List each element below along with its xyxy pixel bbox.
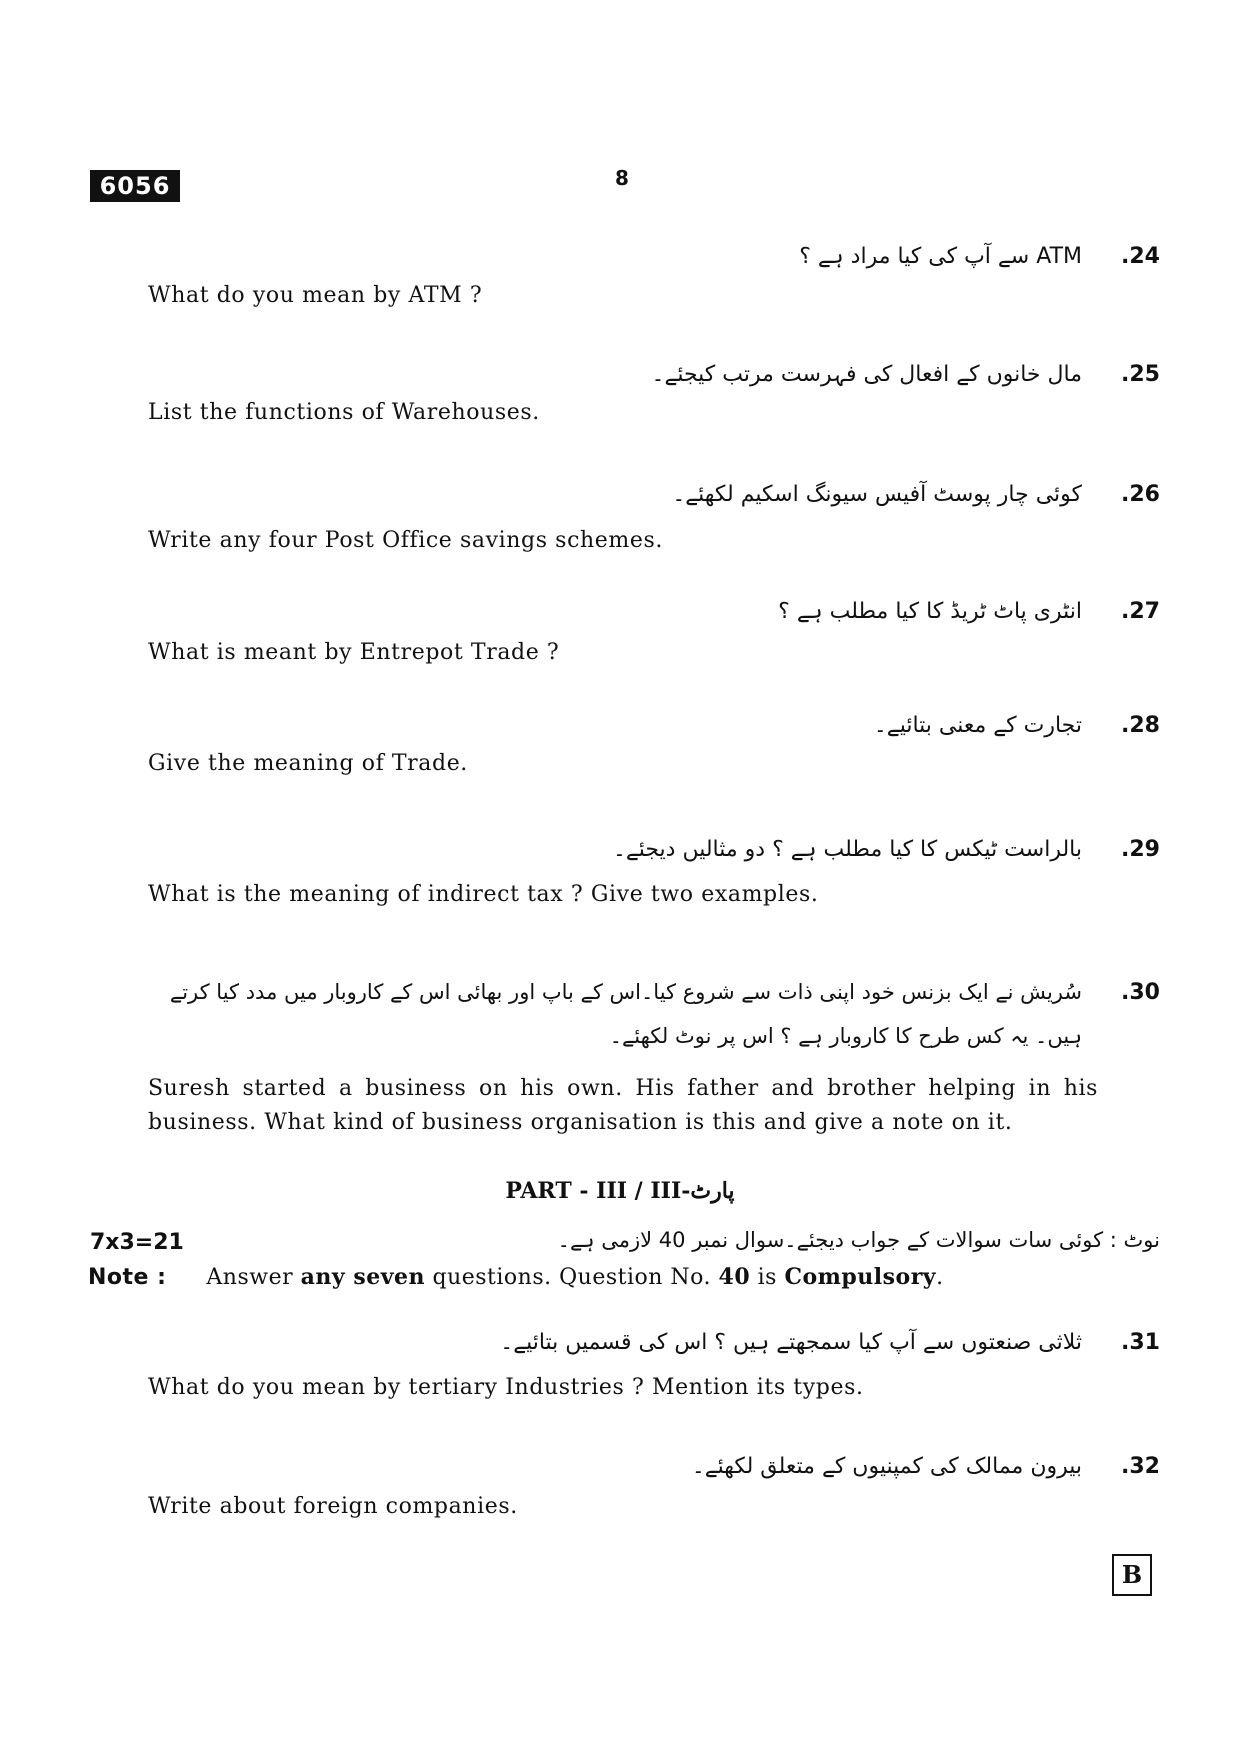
note-english	[88, 1264, 944, 1290]
question-text-urdu: ATM سے آپ کی کیا مراد ہے ؟	[799, 243, 1082, 269]
part-three-title: PART - III / III-پارٹ	[505, 1178, 735, 1204]
question-25-urdu-row	[652, 354, 1160, 394]
question-text-urdu: بالراست ٹیکس کا کیا مطلب ہے ؟ دو مثالیں دیجئے۔	[612, 836, 1082, 862]
note-emphasis: any seven	[300, 1264, 425, 1290]
question-text-urdu: انٹری پاٹ ٹریڈ کا کیا مطلب ہے ؟	[778, 598, 1082, 624]
note-emphasis: 40	[718, 1264, 751, 1290]
question-26-urdu-row	[672, 474, 1160, 514]
note-text: .	[936, 1265, 944, 1290]
question-number: .30	[1121, 979, 1160, 1005]
question-number: .24	[1121, 243, 1160, 269]
question-31-urdu-row	[500, 1322, 1160, 1362]
question-number: .32	[1121, 1453, 1160, 1479]
question-text-urdu: کوئی چار پوسٹ آفیس سیونگ اسکیم لکھئے۔	[672, 481, 1082, 507]
note-text: questions. Question No.	[425, 1265, 719, 1290]
question-number: .28	[1121, 712, 1160, 738]
question-27-english: What is meant by Entrepot Trade ?	[148, 640, 560, 665]
question-24-english: What do you mean by ATM ?	[148, 283, 483, 308]
paper-version-box: B	[1112, 1554, 1152, 1596]
question-30-urdu: سُریش نے ایک بزنس خود اپنی ذات سے شروع کیا۔اس کے باپ اور بھائی اس کے کاروبار میں مدد کیا کرتے ہیں۔ یہ کس طرح کا کاروبار ہے ؟ اس پر نوٹ لکھئے۔	[169, 980, 1082, 1048]
question-31-english: What do you mean by tertiary Industries ? Mention its types.	[148, 1375, 864, 1400]
question-32-english: Write about foreign companies.	[148, 1494, 518, 1519]
marks-scheme: 7x3=21	[90, 1230, 184, 1255]
question-32-urdu-row	[692, 1446, 1160, 1486]
question-30-english: Suresh started a business on his own. His father and brother helping in his business. What kind of business organisation is this and give a note on it.	[148, 1076, 1098, 1135]
question-number: .26	[1121, 481, 1160, 507]
question-text-urdu: بیرون ممالک کی کمپنیوں کے متعلق لکھئے۔	[691, 1453, 1082, 1479]
question-number: .25	[1121, 361, 1160, 387]
question-30-number-row	[1082, 972, 1160, 1012]
question-29-urdu-row	[613, 829, 1160, 869]
question-number: .31	[1121, 1329, 1160, 1355]
question-29-english: What is the meaning of indirect tax ? Give two examples.	[148, 882, 819, 907]
paper-code-badge: 6056	[90, 170, 180, 202]
question-24-urdu-row	[799, 236, 1160, 276]
note-label: Note :	[88, 1265, 167, 1290]
note-text: is	[750, 1265, 785, 1290]
question-26-english: Write any four Post Office savings schemes.	[148, 528, 663, 553]
note-text: Answer	[206, 1265, 301, 1290]
question-text-urdu: مال خانوں کے افعال کی فہرست مرتب کیجئے۔	[651, 361, 1082, 387]
question-27-urdu-row	[778, 591, 1160, 631]
question-number: .27	[1121, 598, 1160, 624]
note-emphasis: Compulsory	[784, 1264, 937, 1290]
question-text-urdu: تجارت کے معنی بتائیے۔	[873, 712, 1082, 738]
question-text-urdu: ثلاثی صنعتوں سے آپ کیا سمجھتے ہیں ؟ اس کی قسمیں بتائیے۔	[500, 1329, 1082, 1355]
page-number: 8	[615, 166, 629, 190]
question-25-english: List the functions of Warehouses.	[148, 400, 540, 425]
question-28-english: Give the meaning of Trade.	[148, 751, 468, 776]
question-28-urdu-row	[874, 705, 1160, 745]
question-number: .29	[1121, 836, 1160, 862]
note-urdu: نوٹ : کوئی سات سوالات کے جواب دیجئے۔سوال نمبر 40 لازمی ہے۔	[557, 1228, 1160, 1252]
